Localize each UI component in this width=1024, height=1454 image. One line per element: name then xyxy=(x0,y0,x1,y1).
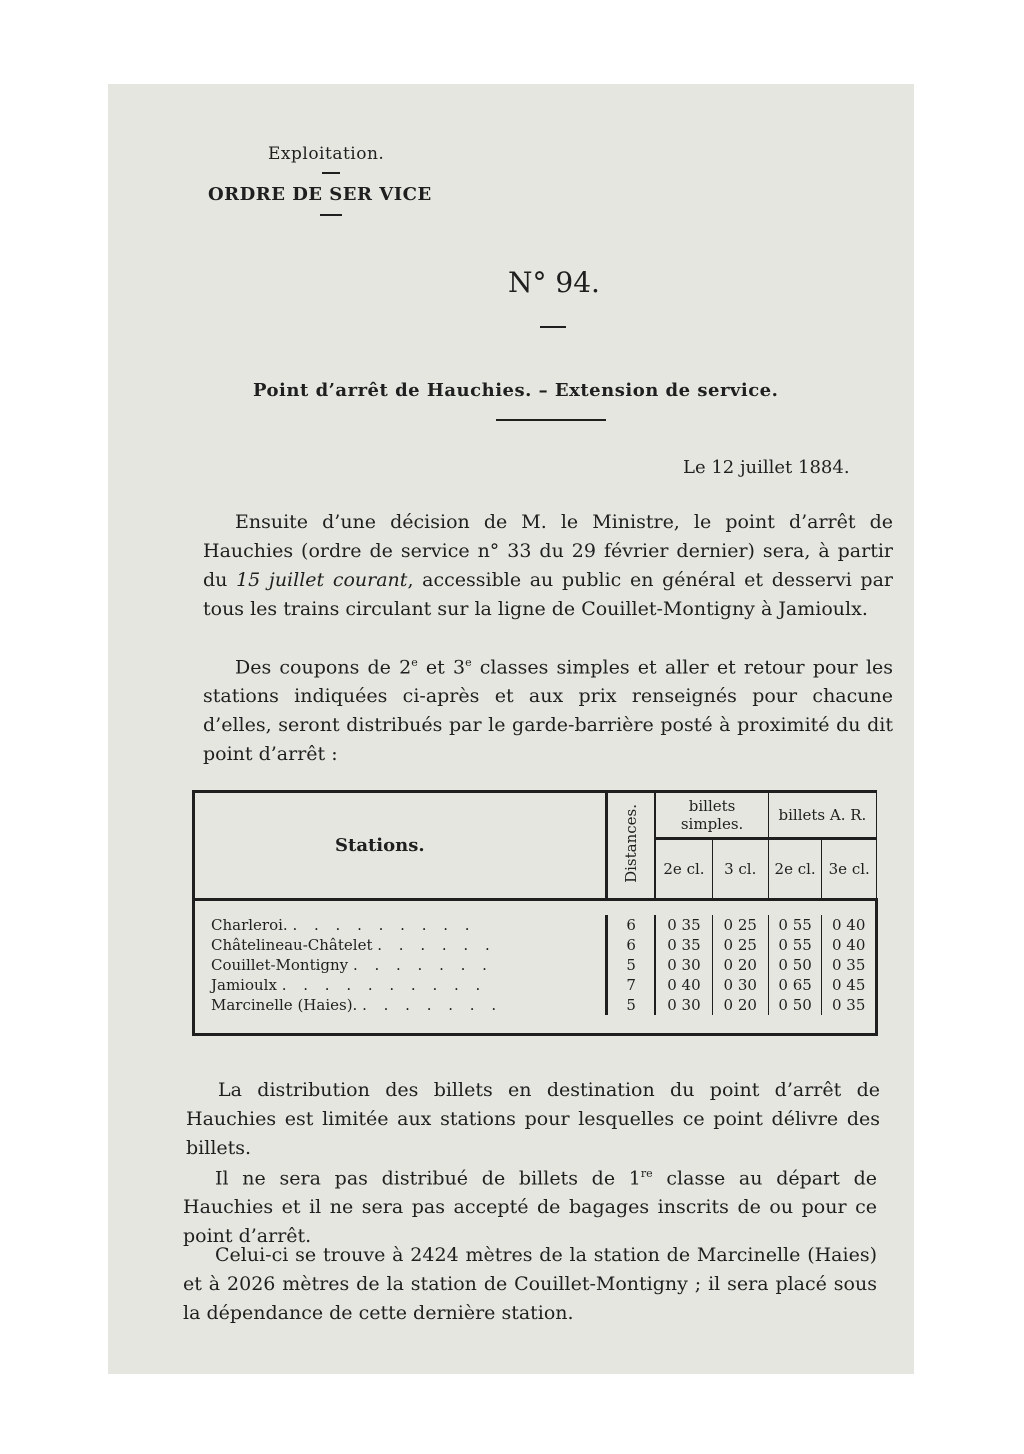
fare-cell: 0 35 xyxy=(822,955,877,975)
paragraph-first-class: Il ne sera pas distribué de billets de 1re classe au départ de Hauchies et il ne sera pas accepté de bagages inscrits de ou pour ce point d’arrêt. xyxy=(183,1167,877,1248)
class-header: 2e cl. xyxy=(655,839,712,900)
table-row xyxy=(194,900,877,916)
class-header: 3e cl. xyxy=(822,839,877,900)
fare-cell: 0 25 xyxy=(712,935,768,955)
leader-dots: . . . . . . . . . xyxy=(292,916,476,934)
simple-tickets-header: billets simples. xyxy=(655,792,768,839)
table-row xyxy=(194,995,877,1015)
order-subject: Point d’arrêt de Hauchies. – Extension de service. xyxy=(253,380,779,401)
department-label: Exploitation. xyxy=(268,144,385,164)
paragraph-decision: Ensuite d’une décision de M. le Ministre, le point d’arrêt de Hauchies (ordre de service n° 33 du 29 février dernier) sera, à partir du 15 juillet courant, accessible au public en général et desservi par tous les trains circulant sur la ligne de Couillet-Montigny à Jamioulx. xyxy=(203,511,894,620)
fare-cell: 0 45 xyxy=(822,975,877,995)
scanned-page xyxy=(108,84,914,1374)
class-header: 3 cl. xyxy=(712,839,768,900)
fare-cell: 0 30 xyxy=(655,995,712,1015)
station-name: Jamioulx xyxy=(211,976,277,994)
fare-cell: 0 40 xyxy=(655,975,712,995)
distance-cell: 6 xyxy=(606,935,655,955)
fare-cell: 0 20 xyxy=(712,955,768,975)
leader-dots: . . . . . . . . . . xyxy=(281,976,487,994)
class-header: 2e cl. xyxy=(768,839,822,900)
leader-dots: . . . . . . . xyxy=(352,956,493,974)
paragraph-coupons: Des coupons de 2e et 3e classes simples et aller et retour pour les stations indiquées ci-après et aux prix renseignés pour chacune d’elles, seront distribués par le garde-barrière posté à proximité du dit point d’arrêt : xyxy=(203,656,894,766)
fare-cell: 0 55 xyxy=(768,935,822,955)
fare-cell: 0 25 xyxy=(712,915,768,935)
fare-cell: 0 35 xyxy=(655,935,712,955)
fare-cell: 0 35 xyxy=(655,915,712,935)
fare-cell: 0 50 xyxy=(768,955,822,975)
station-name: Marcinelle (Haies). xyxy=(211,996,358,1014)
divider-dash xyxy=(322,172,340,174)
fare-cell: 0 40 xyxy=(822,935,877,955)
distance-cell: 5 xyxy=(606,995,655,1015)
fare-cell: 0 55 xyxy=(768,915,822,935)
divider-dash xyxy=(540,326,566,328)
distances-header: Distances. xyxy=(606,792,655,900)
station-name: Charleroi. xyxy=(211,916,288,934)
fare-cell: 0 20 xyxy=(712,995,768,1015)
fare-cell: 0 50 xyxy=(768,995,822,1015)
order-number: N° 94. xyxy=(508,266,600,299)
leader-dots: . . . . . . . xyxy=(362,996,503,1014)
distance-cell: 6 xyxy=(606,915,655,935)
fare-cell: 0 35 xyxy=(822,995,877,1015)
divider-dash xyxy=(320,214,342,216)
table-row xyxy=(194,975,877,995)
fares-table xyxy=(192,790,878,1036)
fare-cell: 0 30 xyxy=(712,975,768,995)
station-name: Couillet-Montigny xyxy=(211,956,349,974)
distance-cell: 5 xyxy=(606,955,655,975)
paragraph-distribution: La distribution des billets en destination du point d’arrêt de Hauchies est limitée aux stations pour lesquelles ce point délivre des billets. xyxy=(186,1079,880,1159)
table-row xyxy=(194,915,877,935)
return-tickets-header: billets A. R. xyxy=(768,792,876,839)
order-title: ORDRE DE SER VICE xyxy=(208,184,432,205)
distance-cell: 7 xyxy=(606,975,655,995)
table-row xyxy=(194,1015,877,1035)
divider-rule xyxy=(496,419,606,421)
order-date: Le 12 juillet 1884. xyxy=(683,457,850,478)
paragraph-location: Celui-ci se trouve à 2424 mètres de la station de Marcinelle (Haies) et à 2026 mètres de la station de Couillet-Montigny ; il sera placé sous la dépendance de cette dernière station. xyxy=(183,1244,877,1324)
table-row xyxy=(194,935,877,955)
fare-cell: 0 65 xyxy=(768,975,822,995)
leader-dots: . . . . . . xyxy=(377,936,496,954)
table-row xyxy=(194,955,877,975)
station-name: Châtelineau-Châtelet xyxy=(211,936,373,954)
fare-cell: 0 30 xyxy=(655,955,712,975)
fare-cell: 0 40 xyxy=(822,915,877,935)
stations-header: Stations. xyxy=(194,792,607,900)
